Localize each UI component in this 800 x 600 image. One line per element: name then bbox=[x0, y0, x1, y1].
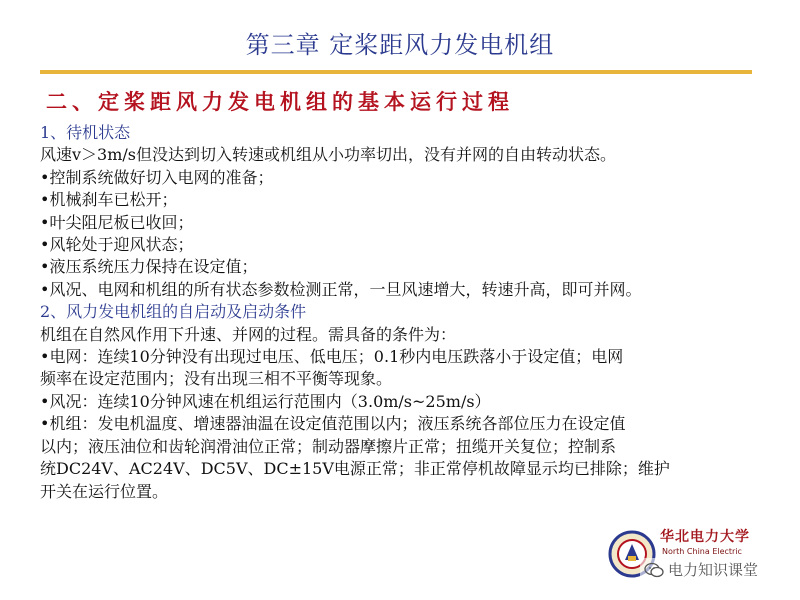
text-line: 1、待机状态 bbox=[40, 123, 131, 142]
content-body bbox=[40, 122, 785, 503]
title-divider bbox=[40, 70, 752, 74]
watermark-text: 电力知识课堂 bbox=[668, 561, 759, 579]
text-line: 风速v＞3m/s但没达到切入转速或机组从小功率切出，没有并网的自由转动状态。 bbox=[40, 145, 616, 165]
text-line: •机组：发电机温度、增速器油温在设定值范围以内；液压系统各部位压力在设定值 bbox=[40, 414, 626, 434]
logo-subtext: North China Electric bbox=[662, 547, 742, 556]
text-line: •控制系统做好切入电网的准备； bbox=[40, 167, 274, 187]
text-line: •风况、电网和机组的所有状态参数检测正常，一旦风速增大，转速升高，即可并网。 bbox=[40, 279, 642, 299]
text-line: •风轮处于迎风状态； bbox=[40, 235, 194, 255]
text-line: 频率在设定范围内；没有出现三相不平衡等现象。 bbox=[40, 369, 393, 389]
text-line: 以内；液压油位和齿轮润滑油位正常；制动器摩擦片正常；扭缆开关复位；控制系 bbox=[40, 436, 617, 456]
text-line: •叶尖阻尼板已收回； bbox=[40, 212, 194, 232]
chapter-title: 第三章 定桨距风力发电机组 bbox=[245, 31, 555, 59]
wechat-icon bbox=[644, 562, 664, 578]
watermark bbox=[640, 558, 762, 581]
section-title: 二、定桨距风力发电机组的基本运行过程 bbox=[46, 89, 514, 114]
text-line: 2、风力发电机组的自启动及启动条件 bbox=[40, 302, 307, 322]
logo-text: 华北电力大学 bbox=[660, 529, 750, 545]
text-line: •液压系统压力保持在设定值； bbox=[40, 257, 258, 277]
text-line: 统DC24V、AC24V、DC5V、DC±15V电源正常；非正常停机故障显示均已排除；维护 bbox=[40, 459, 670, 479]
text-line: •电网：连续10分钟没有出现过电压、低电压；0.1秒内电压跌落小于设定值；电网 bbox=[40, 347, 624, 367]
text-line: •机械刹车已松开； bbox=[40, 190, 178, 210]
text-line: 开关在运行位置。 bbox=[40, 481, 169, 501]
text-line: 机组在自然风作用下升速、并网的过程。需具备的条件为： bbox=[40, 324, 457, 344]
text-line: •风况：连续10分钟风速在机组运行范围内（3.0m/s~25m/s） bbox=[40, 391, 491, 411]
